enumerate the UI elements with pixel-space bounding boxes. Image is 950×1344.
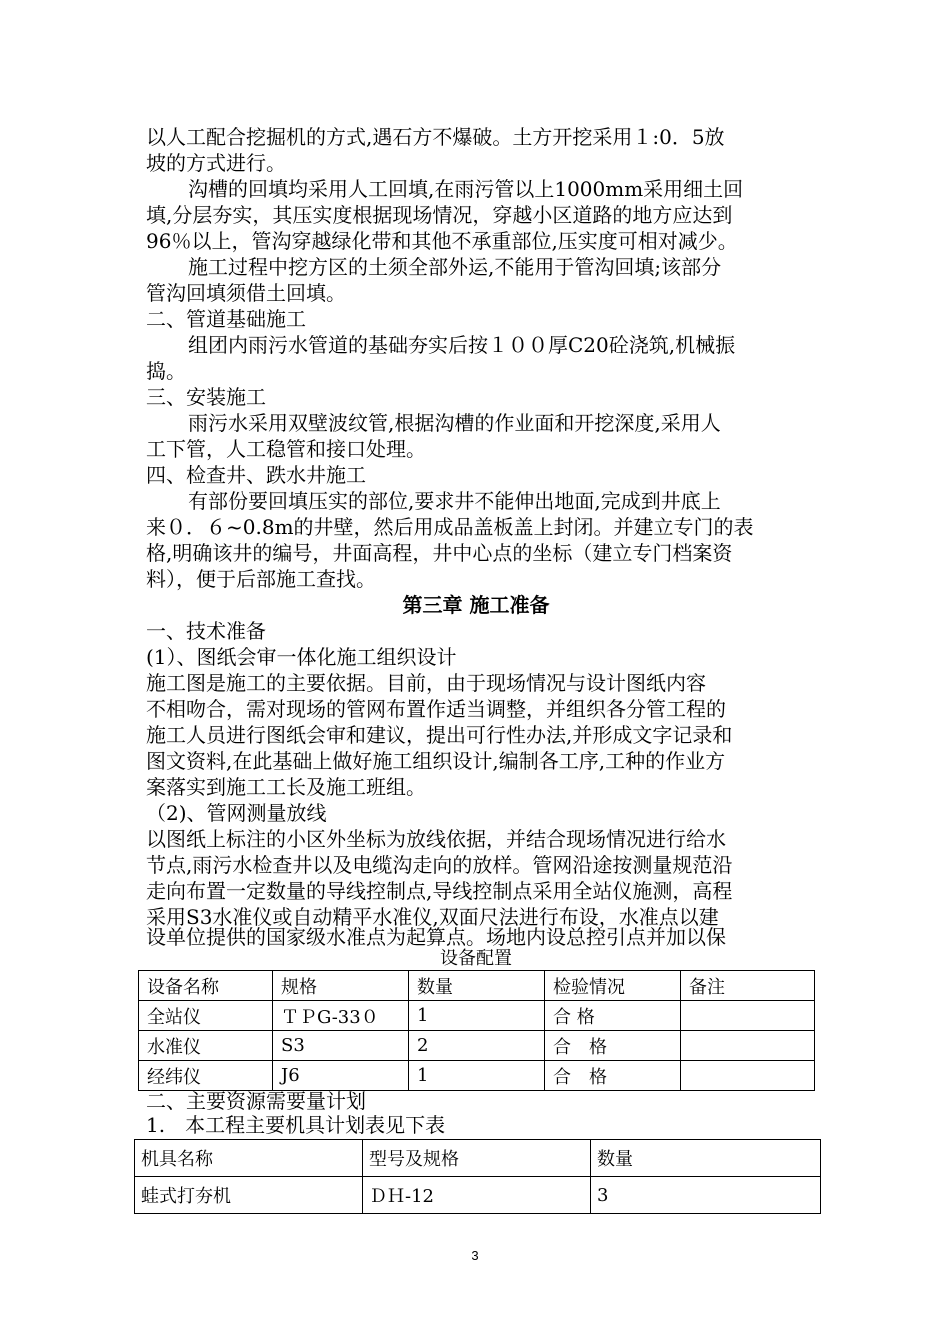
table-cell: ＴＰG-33０ [273,1001,409,1031]
table-header-cell: 设备名称 [139,971,273,1001]
equipment-table [138,970,815,1091]
text-line: 以人工配合挖掘机的方式,遇石方不爆破。土方开挖采用１:0．5放 [146,125,725,149]
text-line: 走向布置一定数量的导线控制点,导线控制点采用全站仪施测，高程 [146,879,733,903]
text-line: 组团内雨污水管道的基础夯实后按１００厚C20砼浇筑,机械振 [188,333,736,357]
table-header-cell: 检验情况 [545,971,681,1001]
table-cell: J6 [273,1061,409,1091]
text-line: 填,分层夯实，其压实度根据现场情况，穿越小区道路的地方应达到 [146,203,733,227]
table-row [139,1001,815,1031]
text-line: 以图纸上标注的小区外坐标为放线依据，并结合现场情况进行给水 [146,827,726,851]
subsection-heading: (1）、图纸会审一体化施工组织设计 [146,645,457,669]
table-header-row [139,971,815,1001]
text-line: 施工图是施工的主要依据。目前，由于现场情况与设计图纸内容 [146,671,706,695]
table-cell: 1 [409,1001,545,1031]
section-heading: 三、安装施工 [146,385,266,409]
table-header-row [135,1140,821,1177]
text-line: 不相吻合，需对现场的管网布置作适当调整，并组织各分管工程的 [146,697,726,721]
text-line: 采用S3水准仪或自动精平水准仪,双面尺法进行布设，水准点以建 [146,905,719,929]
table-cell: 合 格 [545,1061,681,1091]
table-cell: 全站仪 [139,1001,273,1031]
text-line: 有部份要回填压实的部位,要求井不能伸出地面,完成到井底上 [188,489,721,513]
text-line: 料），便于后部施工查找。 [146,567,376,591]
section-heading: 二、主要资源需要量计划 [146,1089,366,1113]
table-header-cell: 备注 [681,971,815,1001]
section-heading: 四、检查井、跌水井施工 [146,463,366,487]
subsection-heading: （2)、管网测量放线 [146,801,327,825]
table-cell: 蛙式打夯机 [135,1177,363,1214]
table-cell: 经纬仪 [139,1061,273,1091]
table-caption: 设备配置 [440,948,512,969]
text-line: 坡的方式进行。 [146,151,286,175]
machine-table [134,1139,821,1214]
table-cell: 合 格 [545,1001,681,1031]
table-cell: 3 [591,1177,821,1214]
table-row [135,1177,821,1214]
table-cell: ＤＨ-12 [363,1177,591,1214]
table-row [139,1031,815,1061]
text-line: 格,明确该井的编号，井面高程，井中心点的坐标（建立专门档案资 [146,541,733,565]
section-heading: 一、技术准备 [146,619,266,643]
table-cell [681,1001,815,1031]
text-line: 设单位提供的国家级水准点为起算点。场地内设总控引点并加以保 [146,925,726,949]
chapter-title: 第三章 施工准备 [402,593,550,617]
section-heading: 二、管道基础施工 [146,307,306,331]
table-header-cell: 数量 [409,971,545,1001]
table-cell: 1 [409,1061,545,1091]
text-line: 1. 本工程主要机具计划表见下表 [146,1113,446,1137]
text-line: 沟槽的回填均采用人工回填,在雨污管以上1000mm采用细土回 [188,177,744,201]
text-line: 节点,雨污水检查井以及电缆沟走向的放样。管网沿途按测量规范沿 [146,853,733,877]
table-cell [681,1031,815,1061]
table-header-cell: 数量 [591,1140,821,1177]
table-header-cell: 规格 [273,971,409,1001]
text-line: 96％以上，管沟穿越绿化带和其他不承重部位,压实度可相对减少。 [146,229,738,253]
text-line: 案落实到施工工长及施工班组。 [146,775,426,799]
table-row [139,1061,815,1091]
table-cell: S3 [273,1031,409,1061]
text-line: 施工过程中挖方区的土须全部外运,不能用于管沟回填;该部分 [188,255,722,279]
table-header-cell: 机具名称 [135,1140,363,1177]
text-line: 管沟回填须借土回填。 [146,281,346,305]
table-cell [681,1061,815,1091]
text-line: 捣。 [146,359,186,383]
text-line: 雨污水采用双壁波纹管,根据沟槽的作业面和开挖深度,采用人 [188,411,721,435]
table-header-cell: 型号及规格 [363,1140,591,1177]
text-line: 图文资料,在此基础上做好施工组织设计,编制各工序,工种的作业方 [146,749,726,773]
text-line: 施工人员进行图纸会审和建议，提出可行性办法,并形成文字记录和 [146,723,733,747]
table-cell: 合 格 [545,1031,681,1061]
table-cell: 2 [409,1031,545,1061]
page-number: 3 [471,1248,479,1263]
text-line: 工下管，人工稳管和接口处理。 [146,437,426,461]
table-cell: 水准仪 [139,1031,273,1061]
text-line: 来０．６~0.8m的井壁，然后用成品盖板盖上封闭。并建立专门的表 [146,515,754,539]
